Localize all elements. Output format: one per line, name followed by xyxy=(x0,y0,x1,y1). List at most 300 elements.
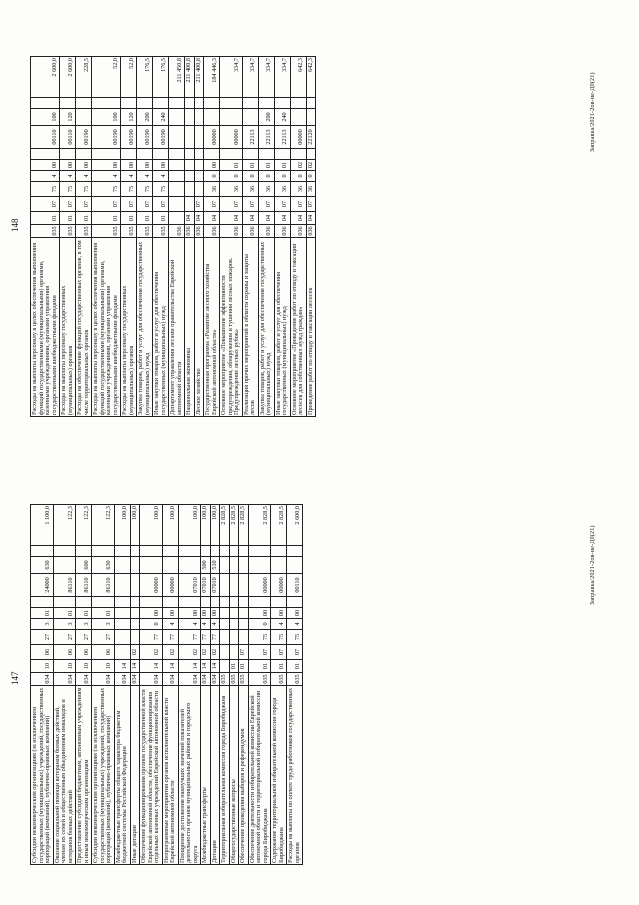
cell-t4 xyxy=(76,149,92,160)
cell-t4 xyxy=(242,149,258,160)
cell-t4 xyxy=(306,149,316,160)
cell-name: Основное мероприятие «Повышение эффективности предупреждения, обнаружения и тушения лесных пожаров. Предупреждение лесных рубок» xyxy=(220,238,243,417)
cell-t3: 01 xyxy=(220,160,243,171)
cell-sub: 07 xyxy=(220,197,243,212)
cell-t5: 00190 xyxy=(92,126,121,149)
page-number: 147 xyxy=(10,671,20,685)
cell-t5 xyxy=(194,126,204,149)
cell-t3: 00 xyxy=(178,608,201,619)
cell-amt: 334,7 xyxy=(220,57,243,98)
cell-code: 036 xyxy=(290,225,306,238)
cell-sec: 01 xyxy=(31,212,60,225)
cell-name: Расходы на выплаты персоналу государственных (муниципальных) органов xyxy=(60,238,76,417)
cell-sec: 01 xyxy=(271,660,287,673)
cell-sub: 07 xyxy=(248,645,271,660)
cell-amt: 100,0 xyxy=(178,505,201,546)
cell-code: 035 xyxy=(60,225,76,238)
cell-code: 035 xyxy=(76,225,92,238)
cell-t2 xyxy=(169,171,185,182)
table-row xyxy=(169,57,185,417)
cell-blank xyxy=(194,98,204,109)
cell-t1: 36 xyxy=(274,182,290,197)
cell-sub: 02 xyxy=(178,645,201,660)
cell-sec: 01 xyxy=(229,660,239,673)
cell-amt: 2 600,0 xyxy=(287,505,303,546)
cell-t5: 00110 xyxy=(287,574,303,597)
cell-vr: 120 xyxy=(121,109,137,126)
cell-amt: 122,3 xyxy=(76,505,92,546)
cell-sec: 14 xyxy=(201,660,211,673)
cell-amt: 2 600,0 xyxy=(31,57,60,98)
cell-code: 036 xyxy=(274,225,290,238)
cell-amt: 100,0 xyxy=(210,505,220,546)
cell-sub: 07 xyxy=(242,197,258,212)
cell-blank xyxy=(274,98,290,109)
cell-t2: 0 xyxy=(290,171,306,182)
cell-sec: 14 xyxy=(114,660,130,673)
cell-t4 xyxy=(194,149,204,160)
cell-t3: 00 xyxy=(271,608,287,619)
cell-t1: 27 xyxy=(53,630,76,645)
cell-code: 034 xyxy=(178,673,201,686)
cell-blank xyxy=(306,98,316,109)
cell-sub xyxy=(220,645,230,660)
cell-t1: 75 xyxy=(31,182,60,197)
cell-name: Иные дотации xyxy=(130,686,140,865)
cell-name: Государственная программа «Развитие лесного хозяйства Еврейской автономной области» xyxy=(204,238,220,417)
cell-name: Расходы на обеспечение функций государственных органов, в том числе территориальных органов xyxy=(76,238,92,417)
cell-t3 xyxy=(114,608,130,619)
cell-sub: 06 xyxy=(92,645,115,660)
table-row xyxy=(287,505,303,865)
cell-name: Межбюджетные трансферты общего характера бюджетам бюджетной системы Российской Федерации xyxy=(114,686,130,865)
cell-amt: 100,0 xyxy=(140,505,163,546)
cell-name: Закупка товаров, работ и услуг для обеспечения государственных (муниципальных) нужд xyxy=(258,238,274,417)
table-row xyxy=(185,57,195,417)
table-row xyxy=(201,505,211,865)
cell-t1 xyxy=(239,630,249,645)
cell-blank xyxy=(130,546,140,557)
cell-sec: 10 xyxy=(76,660,92,673)
cell-blank xyxy=(92,98,121,109)
table-row xyxy=(137,57,153,417)
cell-vr xyxy=(306,109,316,126)
cell-sub: 06 xyxy=(31,645,54,660)
cell-amt: 100,0 xyxy=(114,505,130,546)
cell-sub: 07 xyxy=(258,197,274,212)
cell-code: 036 xyxy=(194,226,202,236)
cell-t1 xyxy=(169,182,185,197)
cell-t3 xyxy=(229,608,239,619)
cell-vr: 200 xyxy=(258,109,274,126)
cell-t3 xyxy=(169,160,185,171)
cell-t4 xyxy=(248,597,271,608)
cell-sec: 01 xyxy=(92,212,121,225)
cell-t3: 00 xyxy=(137,160,153,171)
cell-blank xyxy=(53,546,76,557)
table-row xyxy=(53,505,76,865)
table-row xyxy=(258,57,274,417)
table-row xyxy=(204,57,220,417)
cell-t1 xyxy=(194,182,204,197)
cell-amt: 211 450,8 xyxy=(169,57,185,98)
cell-t1: 36 xyxy=(220,182,243,197)
cell-vr xyxy=(130,557,140,574)
cell-sub xyxy=(185,197,195,212)
cell-t5: 00000 xyxy=(290,126,306,149)
cell-t2: 4 xyxy=(153,171,169,182)
cell-t1: 77 xyxy=(178,630,201,645)
cell-t5 xyxy=(185,126,195,149)
cell-amt: 642,3 xyxy=(290,57,306,98)
cell-t4 xyxy=(258,149,274,160)
cell-t5: 22113 xyxy=(242,126,258,149)
cell-t5 xyxy=(220,574,230,597)
cell-name: Расходы на выплаты персоналу в целях обеспечения выполнения функций государственными (муниципальными) органами, казенными учреждениями, органами управления государственными внебюджетными фондами xyxy=(92,238,121,417)
cell-vr: 240 xyxy=(274,109,290,126)
cell-code: 034 xyxy=(162,673,178,686)
cell-t1: 36 xyxy=(290,182,306,197)
cell-t3: 00 xyxy=(31,160,60,171)
cell-vr xyxy=(287,557,303,574)
cell-sub: 07 xyxy=(137,197,153,212)
budget-table-right xyxy=(30,56,316,417)
cell-name: Национальная экономика xyxy=(185,238,195,417)
cell-amt: 184 446,3 xyxy=(204,57,220,98)
cell-blank xyxy=(169,98,185,109)
cell-sec: 14 xyxy=(130,660,140,673)
cell-amt: 52,0 xyxy=(121,57,137,98)
cell-name: Лесное хозяйство xyxy=(194,238,204,417)
cell-blank xyxy=(210,546,220,557)
cell-t5: 00190 xyxy=(121,126,137,149)
cell-t4 xyxy=(239,597,249,608)
cell-t1: 75 xyxy=(248,630,271,645)
cell-vr: 120 xyxy=(60,109,76,126)
cell-t2: 4 xyxy=(92,171,121,182)
cell-code: 034 xyxy=(130,674,138,684)
cell-sec: 01 xyxy=(287,660,303,673)
cell-sec: 04 xyxy=(274,212,290,225)
cell-t5: 86110 xyxy=(53,574,76,597)
cell-blank xyxy=(31,546,54,557)
cell-t5 xyxy=(229,574,239,597)
cell-amt: 211 400,8 xyxy=(185,57,195,98)
cell-t4 xyxy=(76,597,92,608)
table-row xyxy=(92,57,121,417)
cell-t1: 36 xyxy=(306,182,316,197)
cell-t1: 27 xyxy=(76,630,92,645)
cell-t2: 4 xyxy=(271,619,287,630)
cell-blank xyxy=(114,546,130,557)
table-row xyxy=(239,505,249,865)
cell-code: 036 xyxy=(258,225,274,238)
cell-code: 035 xyxy=(153,225,169,238)
table-row xyxy=(76,505,92,865)
cell-sub: 07 xyxy=(76,197,92,212)
cell-name: Иные закупки товаров, работ и услуг для обеспечения государственных (муниципальных) нужд xyxy=(153,238,169,417)
cell-t2 xyxy=(194,171,204,182)
cell-t4 xyxy=(274,149,290,160)
cell-t4 xyxy=(114,597,130,608)
cell-vr: 630 xyxy=(31,557,54,574)
cell-name: Закупка товаров, работ и услуг для обеспечения государственных (муниципальных) нужд xyxy=(137,238,153,417)
cell-t5: 07010 xyxy=(210,574,220,597)
cell-t4 xyxy=(204,149,220,160)
cell-name: Дотации xyxy=(210,686,220,865)
cell-t1: 77 xyxy=(210,630,220,645)
cell-vr xyxy=(162,557,178,574)
cell-t5: 22113 xyxy=(258,126,274,149)
cell-t3 xyxy=(220,608,230,619)
cell-t5: 86110 xyxy=(76,574,92,597)
cell-t4 xyxy=(220,597,230,608)
cell-sec: 01 xyxy=(76,212,92,225)
table-row xyxy=(114,505,130,865)
cell-t1: 36 xyxy=(258,182,274,197)
cell-sub xyxy=(169,197,185,212)
cell-blank xyxy=(60,98,76,109)
cell-blank xyxy=(92,546,115,557)
cell-sub: 07 xyxy=(274,197,290,212)
cell-t3: 01 xyxy=(92,608,115,619)
cell-t2: 0 xyxy=(140,619,163,630)
cell-sec: 04 xyxy=(290,212,306,225)
cell-name: Обеспечение функционирования органов государственной власти Еврейской автономной области, обеспечение функционирования отдельных казенных учреждений Еврейской автономной области xyxy=(140,686,163,865)
cell-t5: 00000 xyxy=(162,574,178,597)
cell-sec: 14 xyxy=(140,660,163,673)
cell-amt: 2 828,5 xyxy=(239,505,249,546)
cell-t2: 0 xyxy=(258,171,274,182)
cell-t2 xyxy=(185,171,195,182)
cell-name: Обеспечение деятельности избирательной комиссии Еврейской автономной области и территориальной избирательной комиссии города Биробиджана xyxy=(248,686,271,865)
cell-amt: 100,0 xyxy=(201,505,211,546)
cell-t4 xyxy=(137,149,153,160)
cell-t3 xyxy=(194,160,204,171)
cell-sec: 01 xyxy=(121,212,137,225)
cell-code: 034 xyxy=(53,673,76,686)
cell-sec xyxy=(220,660,230,673)
table-row xyxy=(220,57,243,417)
cell-t3: 00 xyxy=(162,608,178,619)
cell-blank xyxy=(76,546,92,557)
cell-amt: 2 828,5 xyxy=(229,505,239,546)
cell-sub xyxy=(114,645,130,660)
cell-name: Поощрение достижения наилучших значений показателей деятельности органов муниципальных районов и городского округа xyxy=(178,686,201,865)
cell-t5 xyxy=(130,574,140,597)
cell-sub xyxy=(229,645,239,660)
cell-amt: 100,0 xyxy=(130,505,140,546)
cell-t2: 0 xyxy=(204,171,220,182)
cell-code: 035 xyxy=(248,673,271,686)
cell-blank xyxy=(220,98,243,109)
cell-sub: 07 xyxy=(60,197,76,212)
cell-code: 035 xyxy=(137,225,153,238)
cell-t2: 0 xyxy=(274,171,290,182)
cell-vr: 630 xyxy=(92,557,115,574)
cell-vr xyxy=(290,109,306,126)
cell-code: 036 xyxy=(220,225,243,238)
cell-name: Предоставление субсидий бюджетным, автономным учреждениям и иным некоммерческим организациям xyxy=(76,686,92,865)
cell-vr: 500 xyxy=(201,557,211,574)
cell-t4 xyxy=(201,597,211,608)
cell-sec: 04 xyxy=(204,212,220,225)
cell-t3 xyxy=(130,608,140,619)
budget-table-left xyxy=(30,504,303,865)
cell-amt: 228,5 xyxy=(76,57,92,98)
cell-name: Обеспечение проведения выборов и референдумов xyxy=(239,686,249,865)
cell-t4 xyxy=(210,597,220,608)
cell-sub: 06 xyxy=(76,645,92,660)
cell-sec: 01 xyxy=(137,212,153,225)
cell-t5: 86110 xyxy=(92,574,115,597)
cell-t3 xyxy=(185,160,195,171)
cell-t1: 75 xyxy=(76,182,92,197)
page-right xyxy=(0,0,639,452)
cell-code: 036 xyxy=(306,226,314,236)
cell-t3: 01 xyxy=(31,608,54,619)
cell-t3: 01 xyxy=(53,608,76,619)
cell-t4 xyxy=(290,149,306,160)
cell-t3: 02 xyxy=(290,160,306,171)
table-row xyxy=(92,505,115,865)
cell-t3: 01 xyxy=(242,160,258,171)
cell-t2: 0 xyxy=(220,171,243,182)
cell-code: 036 xyxy=(169,225,185,238)
cell-amt: 122,3 xyxy=(92,505,115,546)
cell-t4 xyxy=(153,149,169,160)
cell-t1: 77 xyxy=(162,630,178,645)
cell-code: 036 xyxy=(242,225,258,238)
cell-t1: 75 xyxy=(153,182,169,197)
table-row xyxy=(242,57,258,417)
cell-blank xyxy=(121,98,137,109)
table-row xyxy=(271,505,287,865)
cell-t1: 75 xyxy=(287,630,303,645)
cell-sub: 07 xyxy=(306,197,316,212)
cell-name: Территориальная избирательная комиссия города Биробиджана xyxy=(220,686,230,865)
cell-amt: 52,0 xyxy=(92,57,121,98)
cell-t4 xyxy=(92,597,115,608)
cell-t3: 01 xyxy=(258,160,274,171)
cell-t1: 36 xyxy=(204,182,220,197)
cell-sub: 07 xyxy=(194,197,204,212)
cell-t1: 27 xyxy=(92,630,115,645)
cell-amt: 176,5 xyxy=(137,57,153,98)
cell-sub: 07 xyxy=(121,197,137,212)
cell-t4 xyxy=(140,597,163,608)
cell-blank xyxy=(287,546,303,557)
cell-blank xyxy=(239,546,249,557)
cell-code: 035 xyxy=(92,225,121,238)
cell-vr xyxy=(185,109,195,126)
table-row xyxy=(140,505,163,865)
cell-name: Расходы на выплаты персоналу государственных (муниципальных) органов xyxy=(121,238,137,417)
cell-code: 034 xyxy=(92,673,115,686)
cell-t4 xyxy=(53,597,76,608)
cell-blank xyxy=(258,98,274,109)
cell-vr: 100 xyxy=(92,109,121,126)
cell-vr xyxy=(204,109,220,126)
cell-sec: 14 xyxy=(178,660,201,673)
cell-t1: 36 xyxy=(242,182,258,197)
cell-t2 xyxy=(220,619,230,630)
cell-t1: 27 xyxy=(31,630,54,645)
cell-amt: 122,3 xyxy=(53,505,76,546)
cell-vr xyxy=(76,109,92,126)
cell-t2: 4 xyxy=(60,171,76,182)
table-row xyxy=(290,57,306,417)
cell-t4 xyxy=(271,597,287,608)
cell-t2: 4 xyxy=(178,619,201,630)
cell-blank xyxy=(229,546,239,557)
table-row xyxy=(274,57,290,417)
cell-t2 xyxy=(239,619,249,630)
cell-sec: 10 xyxy=(53,660,76,673)
cell-name: Иные закупки товаров, работ и услуг для обеспечения государственных (муниципальных) нужд xyxy=(274,238,290,417)
cell-t1: 75 xyxy=(92,182,121,197)
cell-t5: 00110 xyxy=(31,126,60,149)
cell-t4 xyxy=(229,597,239,608)
cell-t5: 00190 xyxy=(137,126,153,149)
cell-vr: 240 xyxy=(153,109,169,126)
cell-name: Субсидии некоммерческим организациям (за исключением государственных (муниципальных) учреждений, государственных корпораций (компаний), публично-правовых компаний) xyxy=(92,686,115,865)
cell-t2: 3 xyxy=(53,619,76,630)
cell-t5: 22120 xyxy=(306,126,316,149)
cell-t2: 0 xyxy=(242,171,258,182)
cell-vr: 200 xyxy=(137,109,153,126)
cell-amt: 334,7 xyxy=(274,57,290,98)
cell-code: 035 xyxy=(287,673,303,686)
cell-t3: 00 xyxy=(92,160,121,171)
table-row xyxy=(248,505,271,865)
cell-t3: 00 xyxy=(121,160,137,171)
cell-blank xyxy=(140,546,163,557)
table-row xyxy=(31,505,54,865)
cell-name: Субсидии некоммерческим организациям (за исключением государственных (муниципальных) учреждений, государственных корпораций (компаний), публично-правовых компаний) xyxy=(31,686,54,865)
cell-vr: 100 xyxy=(31,109,60,126)
cell-blank xyxy=(201,546,211,557)
cell-vr xyxy=(220,109,243,126)
cell-t4 xyxy=(121,149,137,160)
cell-t5: 24000 xyxy=(31,574,54,597)
cell-code: 034 xyxy=(31,673,54,686)
table-row xyxy=(60,57,76,417)
cell-vr xyxy=(114,557,130,574)
cell-t1 xyxy=(185,182,195,197)
cell-code: 035 xyxy=(229,674,237,684)
cell-blank xyxy=(162,546,178,557)
cell-sec: 01 xyxy=(153,212,169,225)
cell-t2: 4 xyxy=(137,171,153,182)
cell-t3 xyxy=(239,608,249,619)
cell-code: 035 xyxy=(31,225,60,238)
cell-t2: 0 xyxy=(248,619,271,630)
cell-t3: 00 xyxy=(287,608,303,619)
cell-t2 xyxy=(114,619,130,630)
cell-code: 034 xyxy=(140,673,163,686)
cell-sub: 02 xyxy=(162,645,178,660)
table-row xyxy=(153,57,169,417)
cell-t5 xyxy=(114,574,130,597)
cell-t5: 00110 xyxy=(60,126,76,149)
cell-sub: 07 xyxy=(287,645,303,660)
cell-amt: 2 600,0 xyxy=(60,57,76,98)
cell-t5: 00190 xyxy=(76,126,92,149)
cell-name: Межбюджетные трансферты xyxy=(201,686,211,865)
cell-sec: 04 xyxy=(242,212,258,225)
cell-sec: 01 xyxy=(60,212,76,225)
